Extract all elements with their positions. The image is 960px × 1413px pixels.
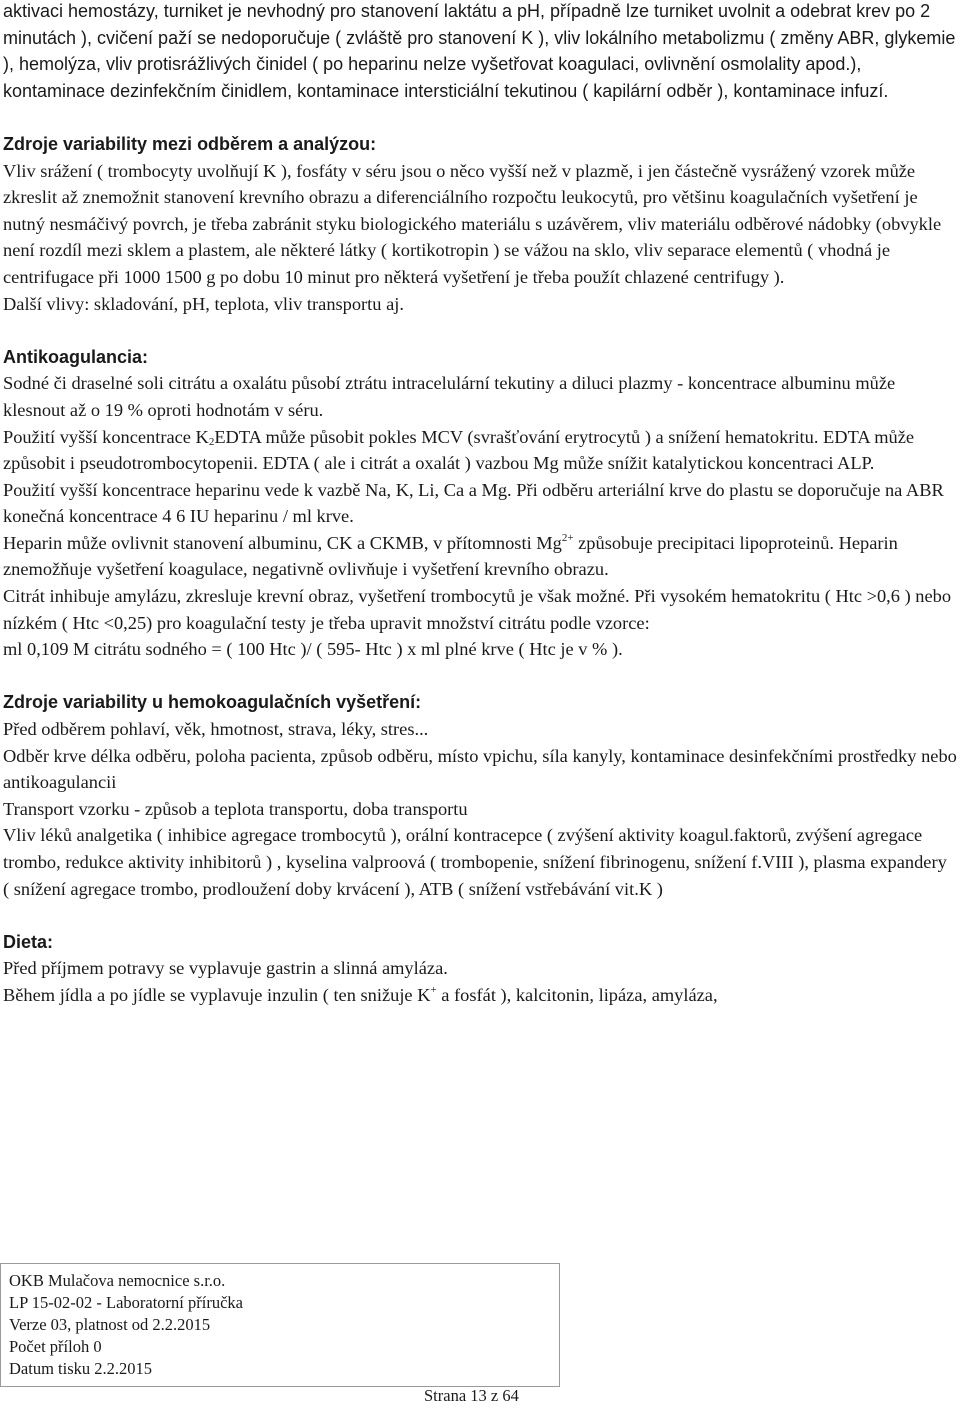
paragraph: Před příjmem potravy se vyplavuje gastrin a slinná amyláza. bbox=[3, 958, 448, 979]
paragraph: Vliv léků analgetika ( inhibice agregace trombocytů ), orální kontracepce ( zvýšení aktivity koagul.faktorů, zvýšení agregace trombo, redukce aktivity inhibitorů ) , kyselina valproová ( trombopenie, snížení fibrinogenu, snížení f.VIII ), plasma expandery ( snížení agregace trombo, prodloužení doby krvácení ), ATB ( snížení vstřebávání vit.K ) bbox=[3, 825, 947, 899]
section-heading-anticoagulants: Antikoagulancia: bbox=[3, 346, 149, 367]
page-number: Strana 13 z 64 bbox=[424, 1386, 519, 1405]
footer-attachments: Počet příloh 0 bbox=[9, 1337, 102, 1356]
footer-document-id: LP 15-02-02 - Laboratorní příručka bbox=[9, 1293, 243, 1312]
formula-line: ml 0,109 M citrátu sodného = ( 100 Htc )/ ( 595- Htc ) x ml plné krve ( Htc je v % ). bbox=[3, 639, 623, 660]
paragraph: Sodné či draselné soli citrátu a oxalátu působí ztrátu intracelulární tekutiny a diluci plazmy - koncentrace albuminu může klesnout až o 19 % oproti hodnotám v séru. bbox=[3, 373, 896, 420]
paragraph: Vliv srážení ( trombocyty uvolňují K ), fosfáty v séru jsou o něco vyšší než v plazmě, i jen částečně vysrážený vzorek může zkreslit až znemožnit stanovení krevního obrazu a diferenciálního rozpočtu leukocytů, pro většinu koagulačních vyšetření je nutný nesmáčivý povrch, je třeba zabránit styku biologického materiálu s uzávěrem, vliv materiálu odběrové nádobky (obvykle není rozdíl mezi sklem a plastem, ale některé látky ( kortikotropin ) se vážou na sklo, vliv separace elementů ( vhodná je centrifugace při 1000 1500 g po dobu 10 minut pro některá vyšetření je třeba použít chlazené centrifugy ). bbox=[3, 160, 942, 287]
paragraph: Citrát inhibuje amylázu, zkresluje krevní obraz, vyšetření trombocytů je však možné. Při vysokém hematokritu ( Htc >0,6 ) nebo nízkém ( Htc <0,25) pro koagulační testy je třeba upravit množství citrátu podle vzorce: bbox=[3, 586, 952, 633]
paragraph: Použití vyšší koncentrace $K_2EDTA$ může působit pokles MCV (svrašťování erytrocytů ) a snížení hematokritu. EDTA může způsobit i pseudotrombocytopenii. EDTA ( ale i citrát a oxalát ) vazbou Mg může snížit katalytickou koncentraci ALP. bbox=[3, 426, 915, 474]
paragraph: Během jídla a po jídle se vyplavuje inzulin ( ten snižuje K+ a fosfát ), kalcitonin, lipáza, amyláza, bbox=[3, 983, 718, 1005]
paragraph: Heparin může ovlivnit stanovení albuminu, CK a CKMB, v přítomnosti $Mg^{2+}$ způsobuje precipitaci lipoproteinů. Heparin znemožňuje vyšetření koagulace, negativně ovlivňuje i vyšetření krevního obrazu. bbox=[3, 531, 898, 580]
paragraph: Před odběrem pohlaví, věk, hmotnost, strava, léky, stres... bbox=[3, 719, 429, 740]
paragraph: Použití vyšší koncentrace heparinu vede k vazbě Na, K, Li, Ca a Mg. Při odběru arteriální krve do plastu se doporučuje na ABR konečná koncentrace 4 6 IU heparinu / ml krve. bbox=[3, 479, 944, 527]
footer-print-date: Datum tisku 2.2.2015 bbox=[9, 1359, 152, 1378]
paragraph: Transport vzorku - způsob a teplota transportu, doba transportu bbox=[3, 798, 468, 819]
document-body bbox=[3, 0, 957, 1009]
section-heading-diet: Dieta: bbox=[3, 931, 54, 952]
footer-organization: OKB Mulačova nemocnice s.r.o. bbox=[9, 1271, 226, 1290]
footer-version: Verze 03, platnost od 2.2.2015 bbox=[9, 1315, 211, 1334]
section-heading-variability: Zdroje variability mezi odběrem a analýzou: bbox=[3, 133, 377, 154]
paragraph: Odběr krve délka odběru, poloha pacienta, způsob odběru, místo vpichu, síla kanyly, kontaminace desinfekčními prostředky nebo antikoagulancii bbox=[3, 745, 957, 793]
section-heading-hemocoagulation: Zdroje variability u hemokoagulačních vyšetření: bbox=[3, 692, 422, 713]
document-footer-box bbox=[0, 1263, 560, 1387]
paragraph: Další vlivy: skladování, pH, teplota, vliv transportu aj. bbox=[3, 293, 404, 314]
intro-paragraph: aktivaci hemostázy, turniket je nevhodný pro stanovení laktátu a pH, případně lze turniket uvolnit a odebrat krev po 2 minutách ), cvičení paží se nedoporučuje ( zvláště pro stanovení K ), vliv lokálního metabolizmu ( změny ABR, glykemie ), hemolýza, vliv protisrážlivých činidel ( po heparinu nelze vyšetřovat koagulaci, ovlivnění osmolality apod.), kontaminace dezinfekčním činidlem, kontaminace intersticiální tekutinou ( kapilární odběr ), kontaminace infuzí. bbox=[3, 1, 956, 101]
